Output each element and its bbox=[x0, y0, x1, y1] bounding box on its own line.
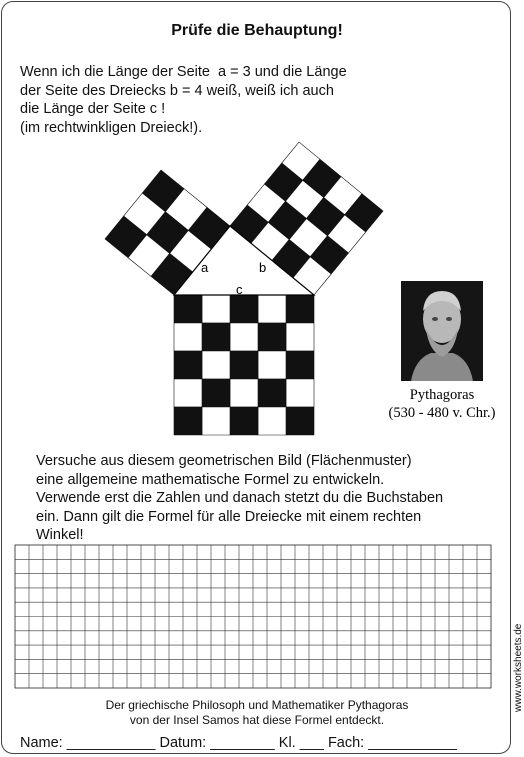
task-line: ein. Dann gilt die Formel für alle Dreiecke mit einem rechten bbox=[36, 508, 422, 525]
intro-line: Wenn ich die Länge der Seite a = 3 und die Länge bbox=[20, 64, 347, 80]
checker-cell bbox=[202, 295, 230, 323]
checker-cell bbox=[258, 295, 286, 323]
task-line: Winkel! bbox=[36, 527, 84, 543]
label-b: b bbox=[259, 260, 267, 275]
checker-cell bbox=[174, 295, 202, 323]
checker-cell bbox=[174, 379, 202, 407]
label-a: a bbox=[201, 260, 209, 275]
checker-cell bbox=[230, 295, 258, 323]
checker-cell bbox=[286, 323, 314, 351]
intro-line: (im rechtwinkligen Dreieck!). bbox=[20, 119, 203, 136]
checker-cell bbox=[286, 351, 314, 379]
checker-cell bbox=[258, 379, 286, 407]
checker-cell bbox=[258, 323, 286, 351]
checker-cell bbox=[258, 407, 286, 435]
checker-cell bbox=[230, 323, 258, 351]
checker-cell bbox=[286, 295, 314, 323]
intro-line: die Länge der Seite c ! bbox=[20, 101, 166, 117]
task-line: Versuche aus diesem geometrischen Bild (Flächenmuster) bbox=[36, 453, 412, 469]
checker-cell bbox=[174, 323, 202, 351]
checker-cell bbox=[230, 407, 258, 435]
name-date-fields: Name: ___________ Datum: ________ Kl. ___ Fach: ___________ bbox=[20, 735, 457, 751]
checker-cell bbox=[230, 351, 258, 379]
checker-cell bbox=[258, 351, 286, 379]
square-c bbox=[174, 295, 314, 435]
note-line: Der griechische Philosoph und Mathematiker Pythagoras bbox=[105, 698, 409, 712]
checker-cell bbox=[202, 351, 230, 379]
checker-cell bbox=[202, 407, 230, 435]
checker-cell bbox=[202, 323, 230, 351]
note-line: von der Insel Samos hat diese Formel entdeckt. bbox=[129, 713, 385, 727]
answer-grid[interactable] bbox=[15, 545, 491, 688]
label-c: c bbox=[236, 282, 243, 297]
checker-cell bbox=[202, 379, 230, 407]
portrait-dates: (530 - 480 v. Chr.) bbox=[388, 405, 496, 421]
task-line: eine allgemeine mathematische Formel zu entwickeln. bbox=[36, 471, 385, 488]
intro-line: der Seite des Dreiecks b = 4 weiß, weiß ich auch bbox=[20, 82, 334, 99]
credit-url: www.worksheets.de bbox=[513, 623, 524, 712]
checker-cell bbox=[174, 351, 202, 379]
checker-cell bbox=[230, 379, 258, 407]
checker-cell bbox=[286, 379, 314, 407]
checker-cell bbox=[286, 407, 314, 435]
worksheet-title: Prüfe die Behauptung! bbox=[171, 22, 343, 39]
portrait-name: Pythagoras bbox=[409, 387, 475, 403]
checker-cell bbox=[174, 407, 202, 435]
task-line: Verwende erst die Zahlen und danach stetzt du die Buchstaben bbox=[36, 490, 444, 506]
